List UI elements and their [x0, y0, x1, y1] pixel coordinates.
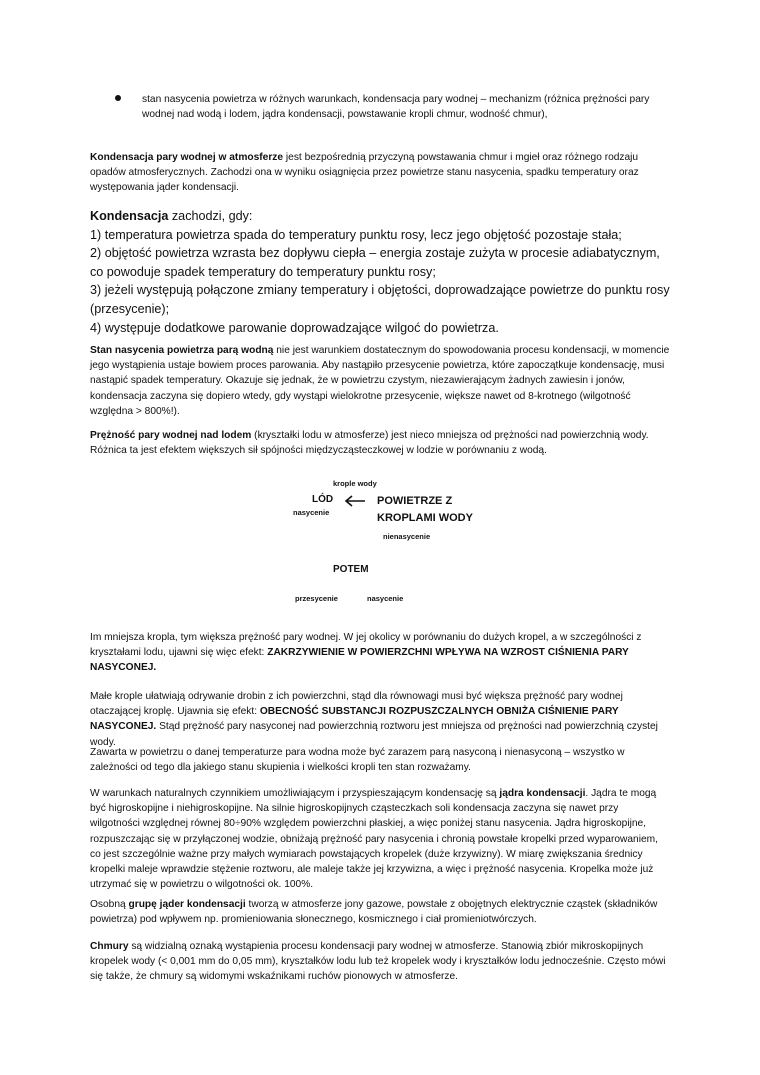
paragraph-condensation-intro: Kondensacja pary wodnej w atmosferze jest bezpośrednią przyczyną powstawania chmur i mgieł oraz różnego rodzaju opadów atmosferycznych. Zachodzi ona w wyniku osiągnięcia przez powietrze stanu nasycenia, spadku temperatury oraz występowania jąder kondensacji. — [90, 152, 639, 194]
paragraph-condensation-nuclei: W warunkach naturalnych czynnikiem umożliwiającym i przyspieszającym kondensację są jądra kondensacji. Jądra te mogą być higroskopijne i niehigroskopijne. Na silnie higroskopijnych cząsteczkach soli kondensacja zaczyna się nawet przy wilgotności względnej równej 80÷90% względem powierzchni płaskiej, a więc poniżej stanu nasycenia. Jądra higroskopijne, rozpuszczając się w przyłączonej wodzie, obniżają prężność pary nasycenia i chronią powstałe kropelki przed wyparowaniem, co jest szczególnie ważne przy małych wymiarach powstających kropelek (duże krzywizny). W miarę zwiększania średnicy kropelki maleje wprawdzie stężenie roztworu, ale maleje także jej krzywizna, a więc i prężność nasycenia. Kropelka może już utrzymać się w powietrzu o wilgotności ok. 100%. — [90, 788, 658, 891]
label-kroplami-wody: KROPLAMI WODY — [377, 512, 473, 524]
label-lod: LÓD — [312, 494, 334, 505]
paragraph-nuclei-group: Osobną grupę jąder kondensacji tworzą w atmosferze jony gazowe, powstałe z obojętnych elektrycznie cząstek (składników powietrza) pod wpływem np. promieniowania słonecznego, kosmicznego i ciał promieniotwórczych. — [90, 899, 658, 926]
label-nienasycenie: nienasycenie — [383, 532, 431, 541]
term-condensation-nuclei: jądra kondensacji — [499, 788, 586, 799]
label-nasycenie-bottom: nasycenie — [367, 594, 404, 603]
topic-bullet — [118, 92, 678, 122]
paragraph-ice-pressure: Prężność pary wodnej nad lodem (kryształki lodu w atmosferze) jest nieco mniejsza od prężności nad powierzchnią wody. Różnica ta jest efektem większych sił spójności międzycząsteczkowej w lodzie w porównaniu z wodą. — [90, 430, 649, 457]
effect-curvature: ZAKRZYWIENIE W POWIERZCHNI WPŁYWA NA WZROST CIŚNIENIA PARY NASYCONEJ. — [90, 647, 629, 674]
term-clouds: Chmury — [90, 941, 129, 952]
arrow-left-icon — [343, 494, 367, 508]
label-potem: POTEM — [333, 564, 369, 575]
term-saturation: Stan nasycenia powietrza parą wodną — [90, 345, 274, 356]
paragraph-drop-size: Im mniejsza kropla, tym większa prężność pary wodnej. W jej okolicy w porównaniu do dużych kropel, a w szczególności z kryształami lodu, ujawni się więc efekt: ZAKRZYWIENIE W POWIERZCHNI WPŁYWA NA WZROST CIŚNIENIA PARY NASYCONEJ. — [90, 632, 642, 674]
condition-item: 2) objętość powietrza wzrasta bez dopływu ciepła – energia zostaje zużyta w procesie adiabatycznym, co powoduje spadek temperatury do temperatury punktu rosy; — [90, 246, 660, 279]
term-condensation-atmosphere: Kondensacja pary wodnej w atmosferze — [90, 152, 284, 163]
term-ice-pressure: Prężność pary wodnej nad lodem — [90, 430, 252, 441]
term-nuclei-group: grupę jąder kondensacji — [128, 899, 246, 910]
bullet-text: stan nasycenia powietrza w różnych warunkach, kondensacja pary wodnej – mechanizm (różnica prężności pary wodnej nad wodą i lodem, jądra kondensacji, powstawanie kropli chmur, wodność chmur), — [142, 94, 650, 121]
condensation-conditions — [90, 207, 670, 337]
condition-item: 1) temperatura powietrza spada do temperatury punktu rosy, lecz jego objętość pozostaje stała; — [90, 227, 622, 242]
bullet-dot-icon — [115, 95, 121, 101]
paragraph-clouds: Chmury są widzialną oznaką wystąpienia procesu kondensacji pary wodnej w atmosferze. Stanowią zbiór mikroskopijnych kropelek wody (< 0,001 mm do 0,05 mm), kryształków lodu lub też kropelek wody i kryształków lodu jednocześnie. Często mówi się także, że chmury są widomymi wskaźnikami ruchów pionowych w atmosferze. — [90, 941, 666, 983]
condition-item: 3) jeżeli występują połączone zmiany temperatury i objętości, doprowadzające powietrze do punktu rosy (przesycenie); — [90, 283, 670, 316]
label-przesycenie: przesycenie — [295, 594, 338, 603]
label-nasycenie-left: nasycenie — [293, 508, 330, 517]
paragraph-small-drops: Małe krople ułatwiają odrywanie drobin z ich powierzchni, stąd dla równowagi musi być większa prężność pary wodnej otaczającej kroplę. Ujawnia się efekt: OBECNOŚĆ SUBSTANCJI ROZPUSZCZALNYCH OBNIŻA CIŚNIENIE PARY NASYCONEJ. Stąd prężność pary nasyconej nad powierzchnią roztworu jest mniejsza od prężności nad powierzchnią czystej wody. — [90, 691, 658, 748]
effect-solutes: OBECNOŚĆ SUBSTANCJI ROZPUSZCZALNYCH OBNIŻA CIŚNIENIE PARY NASYCONEJ. — [90, 706, 619, 733]
paragraph-saturated-unsaturated: Zawarta w powietrzu o danej temperaturze para wodna może być zarazem parą nasyconą i nienasyconą – wszystko w zależności od tego dla jakiego stanu skupienia i wielkości kropli ten stan rozważamy. — [90, 747, 625, 774]
paragraph-saturation: Stan nasycenia powietrza parą wodną nie jest warunkiem dostatecznym do spowodowania procesu kondensacji, w momencie jego wystąpienia ustaje bowiem proces parowania. Aby nastąpiło przesycenie powietrza, które zapoczątkuje kondensację, musi nastąpić spadek temperatury. Okazuje się jednak, że w powietrzu czystym, niezawierającym żadnych zawiesin i jonów, kondensacja zaczyna się dopiero wtedy, gdy wystąpi wielokrotne przesycenie, większe nawet od 8-krotnego (wilgotność względna > 800%!). — [90, 345, 670, 417]
label-powietrze-z: POWIETRZE Z — [377, 495, 453, 507]
conditions-heading: Kondensacja zachodzi, gdy: — [90, 209, 253, 223]
condition-item: 4) występuje dodatkowe parowanie doprowadzające wilgoć do powietrza. — [90, 320, 499, 335]
label-krople-wody: krople wody — [333, 479, 377, 488]
